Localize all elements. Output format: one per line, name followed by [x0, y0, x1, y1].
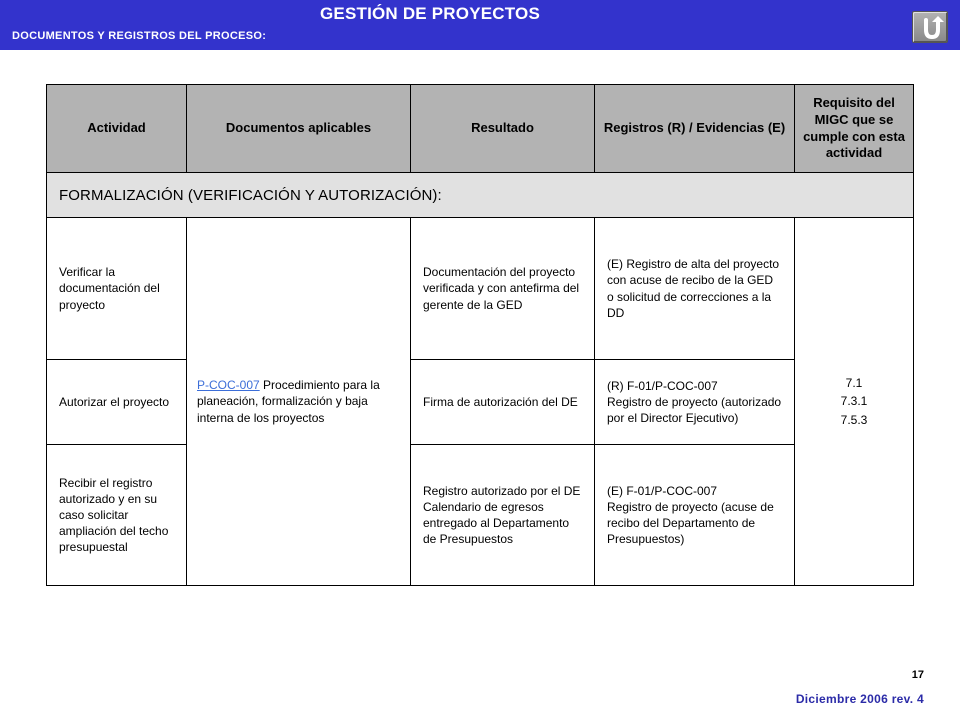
result-cell: Documentación del proyecto verificada y con antefirma del gerente de la GED: [411, 218, 595, 360]
section-row: [47, 173, 914, 218]
column-header-registros: Registros (R) / Evidencias (E): [595, 85, 795, 173]
page-number: 17: [911, 669, 924, 681]
table-row: [47, 360, 914, 445]
records-cell: [595, 445, 795, 586]
requirements-cell: [795, 218, 914, 586]
records-cell: [595, 218, 795, 360]
footer-date: Diciembre 2006 rev. 4: [795, 692, 924, 706]
document-cell: [187, 218, 411, 586]
column-header-resultado: Resultado: [411, 85, 595, 173]
activity-cell: Autorizar el proyecto: [47, 360, 187, 445]
result-cell: Firma de autorización del DE: [411, 360, 595, 445]
section-title: FORMALIZACIÓN (VERIFICACIÓN Y AUTORIZACIÓN):: [47, 173, 914, 218]
activity-cell: Recibir el registro autorizado y en su caso solicitar ampliación del techo presupuestal: [47, 445, 187, 586]
column-header-actividad: Actividad: [47, 85, 187, 173]
record-line: (R) F-01/P-COC-007: [607, 378, 718, 393]
page-title: GESTIÓN DE PROYECTOS: [319, 4, 540, 23]
record-line: (E) F-01/P-COC-007: [607, 483, 718, 498]
column-header-requisito: Requisito del MIGC que se cumple con esta actividad: [795, 85, 914, 173]
document-link[interactable]: P-COC-007: [197, 378, 260, 393]
table-row: [47, 445, 914, 586]
u-turn-back-icon: [918, 15, 944, 41]
page-subtitle: DOCUMENTOS Y REGISTROS DEL PROCESO:: [12, 30, 267, 42]
table-header-row: [47, 85, 914, 173]
record-line: Registro de proyecto (autorizado por el Director Ejecutivo): [607, 394, 782, 426]
documents-table: [46, 84, 914, 586]
activity-cell: Verificar la documentación del proyecto: [47, 218, 187, 360]
document-description: Procedimiento para la planeación, formalización y baja interna de los proyectos: [197, 378, 380, 425]
record-line: o solicitud de correcciones a la DD: [607, 289, 772, 320]
record-line: Registro de proyecto (acuse de recibo del Departamento de Presupuestos): [607, 499, 774, 547]
record-line: (E) Registro de alta del proyecto con acuse de recibo de la GED: [607, 257, 780, 288]
result-cell: Registro autorizado por el DE Calendario de egresos entregado al Departamento de Presupuestos: [411, 445, 595, 586]
records-cell: [595, 360, 795, 445]
back-button[interactable]: [912, 11, 948, 43]
table-row: [47, 218, 914, 360]
requirement-item: 7.5.3: [840, 412, 868, 427]
requirement-item: 7.1: [845, 375, 863, 390]
header-bar: [0, 0, 960, 50]
requirement-item: 7.3.1: [840, 394, 868, 409]
column-header-documentos: Documentos aplicables: [187, 85, 411, 173]
